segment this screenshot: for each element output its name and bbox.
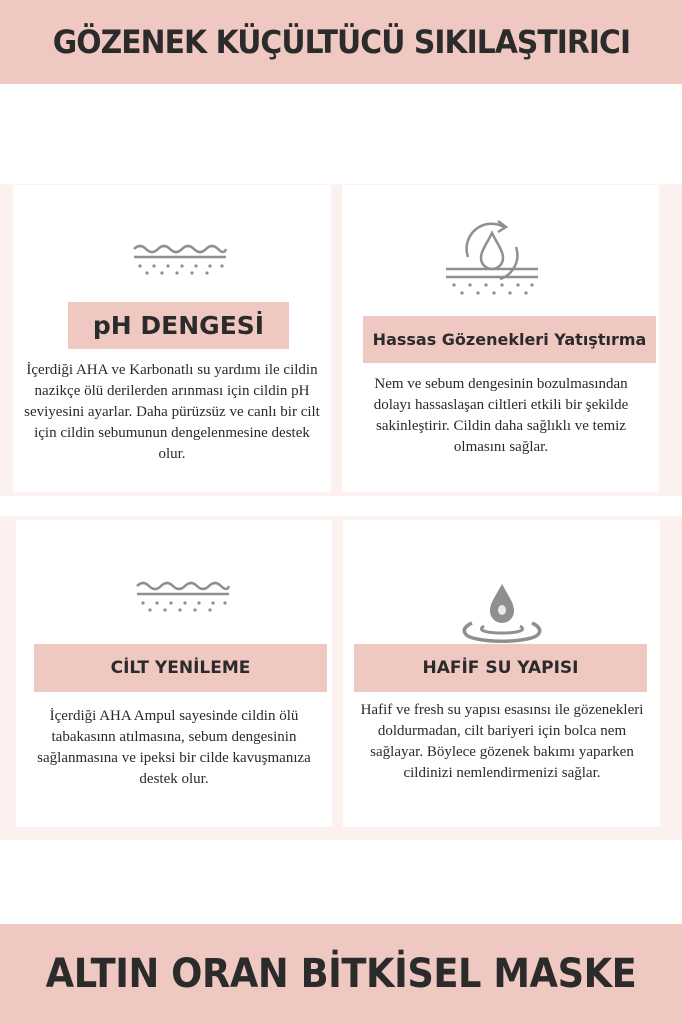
page-title: GÖZENEK KÜÇÜLTÜCÜ SIKILAŞTIRICI [52,23,630,61]
feature-description: İçerdiği AHA ve Karbonatlı su yardımı ile cildin nazikçe ölü derilerden arınması için cildin pH seviyesini ayarlar. Daha pürüzsüz ve canlı bir cilt için cildin sebumunun dengelenmesine destek olur. [24,362,320,462]
skin-layer-icon [132,241,228,275]
feature-title-box [354,644,647,692]
feature-card-light-texture [343,520,660,827]
feature-title: HAFİF SU YAPISI [422,658,579,678]
feature-title: Hassas Gözenekleri Yatıştırma [372,330,647,349]
feature-title-box [363,316,656,363]
feature-description: Hafif ve fresh su yapısı esasınsı ile gözenekleri doldurmadan, cilt bariyeri için bolca nem sağlayar. Böylece gözenek bakımı yaparken cildinizi nemlendirmenizi sağlar. [360,702,644,781]
feature-description: Nem ve sebum dengesinin bozulmasından dolayı hassaslaşan ciltleri etkili bir şekilde sakinleştirir. Cildin daha sağlıklı ve temiz olmasını sağlar. [373,376,629,455]
feature-card-skin-renewal [16,520,332,827]
feature-title-box [68,302,289,349]
feature-title: pH DENGESİ [92,311,265,340]
feature-card-ph-balance [13,185,331,492]
feature-title: CİLT YENİLEME [110,658,251,678]
feature-description: İçerdiği AHA Ampul sayesinde cildin ölü tabakasınn atılmasına, sebum dengesinin sağlanmasına ve ipeksi bir cilde kavuşmanıza destek olur. [37,708,311,787]
bottom-banner [0,924,682,1024]
top-banner [0,0,682,84]
water-drop-icon [457,580,547,644]
feature-card-soothing [342,185,659,492]
skin-layer-icon [135,578,231,612]
feature-title-box [34,644,327,692]
soothing-drop-icon [442,217,542,297]
brand-name: ALTIN ORAN BİTKİSEL MASKE [45,951,637,997]
